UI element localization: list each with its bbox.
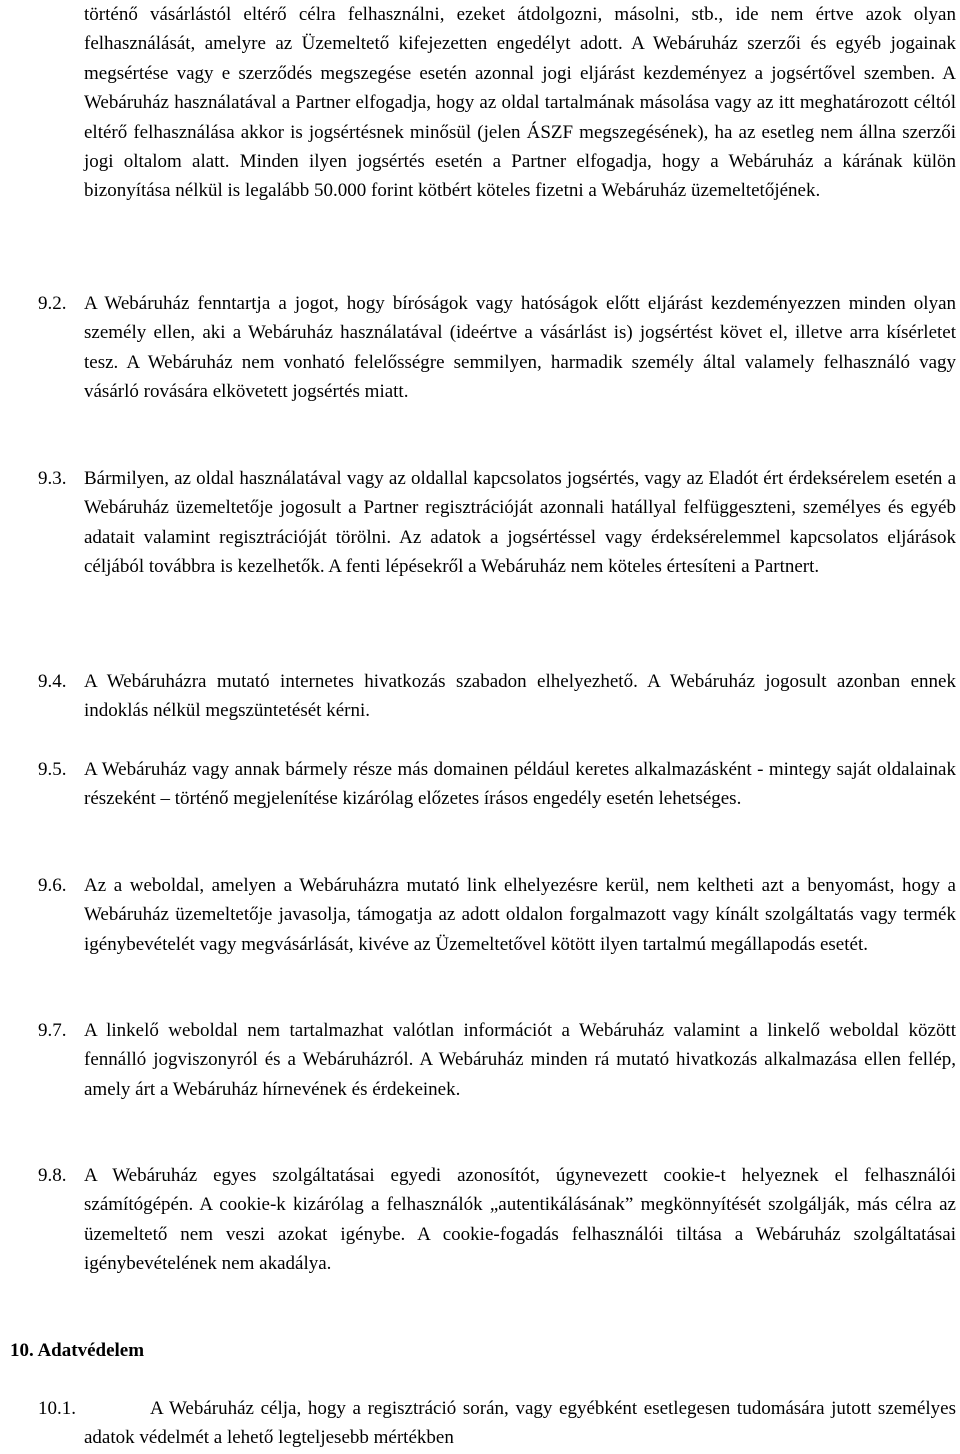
section-number-10-1: 10.1.: [38, 1398, 76, 1419]
section-number-9-8: 9.8.: [38, 1165, 67, 1186]
section-9-3-text: Bármilyen, az oldal használatával vagy az oldallal kapcsolatos jogsértés, vagy az Eladót ért érdeksérelem esetén a Webáruház üzemeltetője jogosult a Partner regisztrációját azonnali hatállyal felfüggeszteni, személyes és egyéb adatait valamint regisztrációját törölni. Az adatok a jogsértéssel vagy érdeksérelemmel kapcsolatos eljárások céljából továbbra is kezelhetők. A fenti lépésekről a Webáruház nem köteles értesíteni a Partnert.: [84, 468, 956, 578]
intro-paragraph: történő vásárlástól eltérő célra felhasználni, ezeket átdolgozni, másolni, stb., ide nem értve azok olyan felhasználását, amelyre az Üzemeltető kifejezetten engedélyt adott. A Webáruház szerzői és egyéb jogainak megsértése vagy e szerződés megszegése esetén azonnal jogi eljárást kezdeményez a jogsértővel szemben. A Webáruház használatával a Partner elfogadja, hogy az oldal tartalmának másolása vagy az itt meghatározott céltól eltérő felhasználása akkor is jogsértésnek minősül (jelen ÁSZF megszegésének), ha az esetleg nem állna szerzői jogi oltalom alatt. Minden ilyen jogsértés esetén a Partner elfogadja, hogy a Webáruház a kárának külön bizonyítása nélkül is legalább 50.000 forint kötbért köteles fizetni a Webáruház üzemeltetőjének.: [84, 4, 956, 202]
section-number-9-6: 9.6.: [38, 875, 67, 896]
section-number-9-2: 9.2.: [38, 293, 67, 314]
section-number-9-4: 9.4.: [38, 671, 67, 692]
section-number-9-3: 9.3.: [38, 468, 67, 489]
section-9-4-text: A Webáruházra mutató internetes hivatkozás szabadon elhelyezhető. A Webáruház jogosult azonban ennek indoklás nélkül megszüntetését kérni.: [84, 671, 956, 722]
section-9-6-text: Az a weboldal, amelyen a Webáruházra mutató link elhelyezésre kerül, nem keltheti azt a benyomást, hogy a Webáruház üzemeltetője javasolja, támogatja az adott oldalon forgalmazott vagy kínált szolgáltatás vagy termék igénybevételét vagy megvásárlását, kivéve az Üzemeltetővel kötött ilyen tartalmú megállapodás esetét.: [84, 875, 956, 955]
section-10-1-text: A Webáruház célja, hogy a regisztráció során, vagy egyébként esetlegesen tudomására jutott személyes adatok védelmét a lehető legteljesebb mértékben: [84, 1398, 956, 1449]
section-9-5-text: A Webáruház vagy annak bármely része más domainen például keretes alkalmazásként - mintegy saját oldalainak részeként – történő megjelenítése kizárólag előzetes írásos engedély esetén lehetséges.: [84, 759, 956, 810]
heading-adatvedelem: 10. Adatvédelem: [10, 1340, 145, 1361]
section-9-7-text: A linkelő weboldal nem tartalmazhat valótlan információt a Webáruház valamint a linkelő weboldal között fennálló jogviszonyról és a Webáruházról. A Webáruház minden rá mutató hivatkozás alkalmazása ellen fellép, amely árt a Webáruház hírnevének és érdekeinek.: [84, 1020, 956, 1100]
section-9-2-text: A Webáruház fenntartja a jogot, hogy bíróságok vagy hatóságok előtt eljárást kezdeményezzen minden olyan személy ellen, aki a Webáruház használatával (ideértve a vásárlást is) jogsértést követ el, illetve arra kísérletet tesz. A Webáruház nem vonható felelősségre semmilyen, harmadik személy által valamely felhasználó vagy vásárló rovására elkövetett jogsértés miatt.: [84, 293, 956, 403]
section-number-9-5: 9.5.: [38, 759, 67, 780]
section-9-8-text: A Webáruház egyes szolgáltatásai egyedi azonosítót, úgynevezett cookie-t helyeznek el felhasználói számítógépén. A cookie-k kizárólag a felhasználók „autentikálásának” megkönnyítését szolgálják, más célra az üzemeltető nem veszi azokat igénybe. A cookie-fogadás felhasználói tiltása a Webáruház szolgáltatásai igénybevételének nem akadálya.: [84, 1165, 956, 1275]
section-number-9-7: 9.7.: [38, 1020, 67, 1041]
